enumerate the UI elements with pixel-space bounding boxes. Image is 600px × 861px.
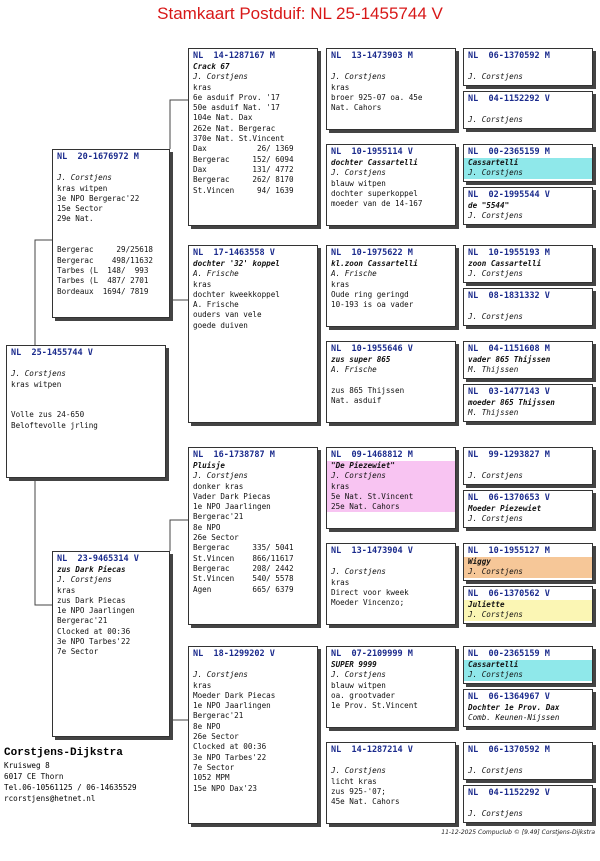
detail-line: dochter superkoppel: [331, 188, 418, 198]
footer-credit: 11-12-2025 Compuclub © [9.49] Corstjens-Dijkstra: [441, 829, 595, 836]
detail-line: ouders van vele: [193, 310, 262, 320]
detail-line: J. Corstjens: [193, 670, 248, 680]
pigeon-card-mother-father[interactable]: [188, 447, 318, 625]
detail-line: 10-193 is oa vader: [331, 300, 414, 310]
detail-line: Oude ring geringd: [331, 289, 409, 299]
ring-number: NL 13-1473904 V: [331, 546, 413, 556]
pigeon-details: [464, 105, 592, 126]
detail-line: A. Frische: [193, 269, 239, 279]
pigeon-card-mmm[interactable]: [326, 742, 456, 824]
detail-line: Agen 665/ 6379: [193, 584, 294, 594]
pigeon-details: [189, 461, 317, 595]
detail-line: Wiggy: [464, 557, 592, 567]
detail-line: Clocked at 00:36: [193, 742, 267, 752]
detail-line: kras: [193, 82, 212, 92]
pigeon-details: [53, 565, 169, 658]
detail-line: Dochter 1e Prov. Dax: [468, 703, 560, 712]
detail-line: moeder 865 Thijssen: [468, 398, 555, 407]
ring-number: NL 20-1676972 M: [57, 152, 139, 162]
detail-line: de "5544": [468, 201, 510, 210]
detail-line: 1e Prov. St.Vincent: [331, 701, 418, 711]
detail-line: J. Corstjens: [468, 211, 523, 221]
detail-line: Juliette: [464, 600, 592, 610]
detail-line: St.Vincen 540/ 5578: [193, 574, 294, 584]
detail-line: "De Piezewiet": [327, 461, 455, 471]
pigeon-card-g7[interactable]: [463, 341, 593, 379]
detail-line: 26e Sector: [193, 533, 239, 543]
pigeon-details: [327, 259, 455, 310]
pigeon-details: [464, 461, 592, 482]
detail-line: 29e Nat.: [57, 214, 94, 224]
ring-number: NL 25-1455744 V: [11, 348, 93, 358]
pigeon-card-mother[interactable]: [52, 551, 170, 737]
detail-line: licht kras: [331, 776, 377, 786]
ring-number: NL 09-1468812 M: [331, 450, 413, 460]
detail-line: J. Corstjens: [464, 610, 592, 620]
detail-line: A. Frische: [193, 300, 239, 310]
pigeon-card-fmm[interactable]: [326, 341, 456, 423]
ring-number: NL 10-1955646 V: [331, 344, 413, 354]
detail-line: [57, 225, 165, 235]
detail-line: Tarbes (L 148/ 993: [57, 265, 149, 275]
detail-line: Comb. Keunen-Nijssen: [468, 713, 560, 723]
ring-number: NL 06-1370592 M: [468, 745, 550, 755]
detail-line: 5e Nat. St.Vincent: [327, 492, 455, 502]
pigeon-details: [464, 259, 592, 280]
detail-line: 6e asduif Prov. '17: [193, 92, 280, 102]
pigeon-details: [327, 461, 455, 512]
ring-number: NL 10-1955127 M: [468, 546, 550, 556]
ring-number: NL 99-1293827 M: [468, 450, 550, 460]
pigeon-card-g16[interactable]: [463, 785, 593, 823]
detail-line: M. Thijssen: [468, 408, 519, 418]
detail-line: Bergerac 498/11632: [57, 255, 154, 265]
ring-number: NL 08-1831332 V: [468, 291, 550, 301]
ring-number: NL 02-1995544 V: [468, 190, 550, 200]
owner-postcode: 6017 CE Thorn: [4, 772, 64, 781]
detail-line: zus 925-'07;: [331, 786, 386, 796]
detail-line: J. Corstjens: [331, 168, 386, 178]
detail-line: Pluisje: [193, 461, 226, 470]
detail-line: 3e NPO Tarbes'22: [57, 637, 131, 647]
detail-line: Moeder Vincenzo;: [331, 598, 405, 608]
detail-line: zus Dark Piecas: [57, 595, 126, 605]
pigeon-details: [464, 660, 592, 681]
pigeon-card-g5[interactable]: [463, 245, 593, 283]
detail-line: [468, 105, 588, 115]
detail-line: 7e Sector: [193, 762, 235, 772]
detail-line: St.Vincen 94/ 1639: [193, 185, 294, 195]
pigeon-details: [464, 557, 592, 578]
pigeon-card-father-mother[interactable]: [188, 245, 318, 423]
ring-number: NL 13-1473903 M: [331, 51, 413, 61]
pigeon-details: [327, 660, 455, 711]
detail-line: Moeder Dark Piecas: [193, 690, 276, 700]
detail-line: 262e Nat. Bergerac: [193, 123, 276, 133]
detail-line: J. Corstjens: [57, 173, 112, 183]
pigeon-details: [189, 660, 317, 794]
pigeon-card-g2[interactable]: [463, 91, 593, 129]
detail-line: dochter kweekkoppel: [193, 289, 280, 299]
detail-line: zus Dark Piecas: [57, 565, 126, 574]
detail-line: Tarbes (L 487/ 2701: [57, 276, 149, 286]
pigeon-details: [464, 600, 592, 621]
detail-line: kras: [193, 680, 212, 690]
pigeon-card-g13[interactable]: [463, 646, 593, 684]
detail-line: J. Corstjens: [464, 567, 592, 577]
detail-line: Bergerac 208/ 2442: [193, 563, 294, 573]
ring-number: NL 00-2365159 M: [468, 147, 550, 157]
detail-line: Bergerac 262/ 8170: [193, 175, 294, 185]
ring-number: NL 04-1152292 V: [468, 788, 550, 798]
detail-line: J. Corstjens: [331, 670, 386, 680]
detail-line: [331, 557, 451, 567]
detail-line: [468, 756, 588, 766]
detail-line: Cassartelli: [464, 158, 592, 168]
detail-line: J. Corstjens: [468, 115, 523, 125]
detail-line: 15e Sector: [57, 204, 103, 214]
ring-number: NL 06-1370562 V: [468, 589, 550, 599]
pigeon-card-g12[interactable]: [463, 586, 593, 624]
detail-line: J. Corstjens: [331, 72, 386, 82]
detail-line: Dax 131/ 4772: [193, 164, 294, 174]
detail-line: Bergerac 29/25618: [57, 245, 154, 255]
detail-line: broer 925-07 oa. 45e: [331, 92, 423, 102]
ring-number: NL 03-1477143 V: [468, 387, 550, 397]
detail-line: St.Vincen 866/11617: [193, 553, 294, 563]
ring-number: NL 17-1463558 V: [193, 248, 275, 258]
ring-number: NL 04-1152292 V: [468, 94, 550, 104]
pigeon-card-g3[interactable]: [463, 144, 593, 182]
pigeon-details: [464, 62, 592, 83]
detail-line: [193, 660, 313, 670]
pigeon-details: [464, 201, 592, 222]
pigeon-card-g15[interactable]: [463, 742, 593, 780]
detail-line: A. Frische: [331, 269, 377, 279]
detail-line: Clocked at 00:36: [57, 626, 131, 636]
owner-email[interactable]: rcorstjens@hetnet.nl: [4, 794, 96, 803]
pigeon-card-g10[interactable]: [463, 490, 593, 528]
detail-line: 3e NPO Tarbes'22: [193, 752, 267, 762]
pigeon-card-father-father[interactable]: [188, 48, 318, 226]
detail-line: [11, 400, 161, 410]
pigeon-details: [7, 359, 165, 431]
detail-line: Cassartelli: [464, 660, 592, 670]
detail-line: Dax 26/ 1369: [193, 144, 294, 154]
pigeon-card-father[interactable]: [52, 149, 170, 318]
detail-line: Bergerac'21: [193, 711, 244, 721]
pigeon-card-g14[interactable]: [463, 689, 593, 727]
detail-line: Direct voor kweek: [331, 587, 409, 597]
detail-line: J. Corstjens: [331, 766, 386, 776]
detail-line: dochter '32' koppel: [193, 259, 280, 268]
detail-line: 8e NPO: [193, 721, 221, 731]
pigeon-card-mfm[interactable]: [326, 543, 456, 625]
ring-number: NL 10-1955114 V: [331, 147, 413, 157]
ring-number: NL 10-1975622 M: [331, 248, 413, 258]
detail-line: J. Corstjens: [464, 168, 592, 178]
detail-line: 104e Nat. Dax: [193, 113, 253, 123]
detail-line: 1052 MPM: [193, 773, 230, 783]
detail-line: kl.zoon Cassartelli: [331, 259, 418, 268]
detail-line: [11, 390, 161, 400]
detail-line: 50e asduif Nat. '17: [193, 103, 280, 113]
owner-block: [4, 746, 137, 804]
ring-number: NL 14-1287214 V: [331, 745, 413, 755]
detail-line: zus super 865: [331, 355, 391, 364]
pigeon-details: [327, 158, 455, 209]
detail-line: kras witpen: [11, 379, 62, 389]
pigeon-details: [464, 355, 592, 376]
page-title: Stamkaart Postduif: NL 25-1455744 V: [157, 4, 443, 23]
detail-line: 370e Nat. St.Vincent: [193, 134, 285, 144]
detail-line: M. Thijssen: [468, 365, 519, 375]
ring-number: NL 18-1299202 V: [193, 649, 275, 659]
detail-line: Bergerac 152/ 6094: [193, 154, 294, 164]
detail-line: zoon Cassartelli: [468, 259, 542, 268]
detail-line: kras: [57, 585, 76, 595]
detail-line: [331, 756, 451, 766]
detail-line: [468, 302, 588, 312]
pigeon-card-ffm[interactable]: [326, 144, 456, 226]
detail-line: J. Corstjens: [468, 766, 523, 776]
pigeon-details: [464, 398, 592, 419]
detail-line: blauw witpen: [331, 680, 386, 690]
detail-line: kras: [327, 482, 455, 492]
detail-line: zus 865 Thijssen: [331, 385, 405, 395]
pigeon-details: [464, 302, 592, 323]
detail-line: J. Corstjens: [468, 514, 523, 524]
detail-line: moeder van de 14-167: [331, 199, 423, 209]
ring-number: NL 04-1151608 M: [468, 344, 550, 354]
detail-line: J. Corstjens: [468, 809, 523, 819]
pigeon-card-g1[interactable]: [463, 48, 593, 86]
pigeon-details: [327, 355, 455, 406]
detail-line: J. Corstjens: [57, 575, 112, 585]
detail-line: [331, 376, 451, 386]
detail-line: Nat. asduif: [331, 396, 382, 406]
pigeon-details: [327, 557, 455, 608]
pigeon-details: [327, 62, 455, 113]
detail-line: Bergerac'21: [57, 616, 108, 626]
detail-line: 15e NPO Dax'23: [193, 783, 258, 793]
pigeon-card-fmf[interactable]: [326, 245, 456, 327]
pigeon-card-mff[interactable]: [326, 447, 456, 529]
pigeon-card-subject[interactable]: [6, 345, 166, 478]
detail-line: Volle zus 24-650: [11, 410, 85, 420]
detail-line: kras witpen: [57, 183, 108, 193]
detail-line: Moeder Piezewiet: [468, 504, 542, 513]
detail-line: J. Corstjens: [468, 269, 523, 279]
ring-number: NL 06-1370592 M: [468, 51, 550, 61]
ring-number: NL 06-1370653 V: [468, 493, 550, 503]
detail-line: goede duiven: [193, 320, 248, 330]
owner-address: Kruisweg 8: [4, 761, 50, 770]
pigeon-details: [464, 504, 592, 525]
pigeon-card-mmf[interactable]: [326, 646, 456, 728]
pigeon-card-fff[interactable]: [326, 48, 456, 130]
detail-line: J. Corstjens: [327, 471, 455, 481]
detail-line: Beloftevolle jrling: [11, 420, 98, 430]
detail-line: A. Frische: [331, 365, 377, 375]
pigeon-details: [464, 799, 592, 820]
detail-line: Bergerac'21: [193, 512, 244, 522]
detail-line: oa. grootvader: [331, 690, 396, 700]
pigeon-details: [464, 703, 592, 724]
ring-number: NL 07-2109999 M: [331, 649, 413, 659]
pigeon-details: [464, 756, 592, 777]
owner-phone: Tel.06-10561125 / 06-14635529: [4, 783, 137, 792]
detail-line: blauw witpen: [331, 178, 386, 188]
pigeon-card-g11[interactable]: [463, 543, 593, 581]
detail-line: 7e Sector: [57, 647, 99, 657]
pigeon-details: [327, 756, 455, 807]
ring-number: NL 00-2365159 M: [468, 649, 550, 659]
detail-line: [468, 461, 588, 471]
detail-line: J. Corstjens: [468, 72, 523, 82]
detail-line: vader 865 Thijssen: [468, 355, 551, 364]
pigeon-card-mother-mother[interactable]: [188, 646, 318, 824]
pigeon-details: [189, 62, 317, 196]
detail-line: J. Corstjens: [11, 369, 66, 379]
detail-line: Crack 67: [193, 62, 230, 71]
ring-number: NL 10-1955193 M: [468, 248, 550, 258]
detail-line: [57, 235, 165, 245]
detail-line: [468, 62, 588, 72]
detail-line: dochter Cassartelli: [331, 158, 418, 167]
pigeon-card-g4[interactable]: [463, 187, 593, 225]
detail-line: 3e NPO Bergerac'22: [57, 193, 140, 203]
detail-line: 1e NPO Jaarlingen: [57, 606, 135, 616]
detail-line: J. Corstjens: [193, 72, 248, 82]
detail-line: kras: [331, 279, 350, 289]
pigeon-card-g6[interactable]: [463, 288, 593, 326]
ring-number: NL 06-1364967 V: [468, 692, 550, 702]
pigeon-card-g8[interactable]: [463, 384, 593, 422]
detail-line: kras: [193, 279, 212, 289]
detail-line: donker kras: [193, 481, 244, 491]
pigeon-details: [464, 158, 592, 179]
detail-line: 26e Sector: [193, 732, 239, 742]
detail-line: J. Corstjens: [468, 312, 523, 322]
detail-line: 45e Nat. Cahors: [331, 797, 400, 807]
detail-line: J. Corstjens: [464, 670, 592, 680]
detail-line: 8e NPO: [193, 522, 221, 532]
ring-number: NL 16-1738787 M: [193, 450, 275, 460]
detail-line: kras: [331, 577, 350, 587]
detail-line: [331, 62, 451, 72]
detail-line: kras: [331, 82, 350, 92]
detail-line: [57, 163, 165, 173]
detail-line: J. Corstjens: [193, 471, 248, 481]
pigeon-details: [189, 259, 317, 331]
detail-line: 1e NPO Jaarlingen: [193, 701, 271, 711]
detail-line: 25e Nat. Cahors: [327, 502, 455, 512]
detail-line: [11, 359, 161, 369]
ring-number: NL 23-9465314 V: [57, 554, 139, 564]
detail-line: [468, 799, 588, 809]
pigeon-card-g9[interactable]: [463, 447, 593, 485]
pigeon-details: [53, 163, 169, 297]
detail-line: Bergerac 335/ 5041: [193, 543, 294, 553]
detail-line: 1e NPO Jaarlingen: [193, 502, 271, 512]
detail-line: Bordeaux 1694/ 7819: [57, 286, 149, 296]
detail-line: SUPER 9999: [331, 660, 377, 669]
ring-number: NL 14-1287167 M: [193, 51, 275, 61]
detail-line: Nat. Cahors: [331, 103, 382, 113]
detail-line: J. Corstjens: [468, 471, 523, 481]
detail-line: J. Corstjens: [331, 567, 386, 577]
detail-line: Vader Dark Piecas: [193, 491, 271, 501]
owner-name: Corstjens-Dijkstra: [4, 747, 123, 759]
